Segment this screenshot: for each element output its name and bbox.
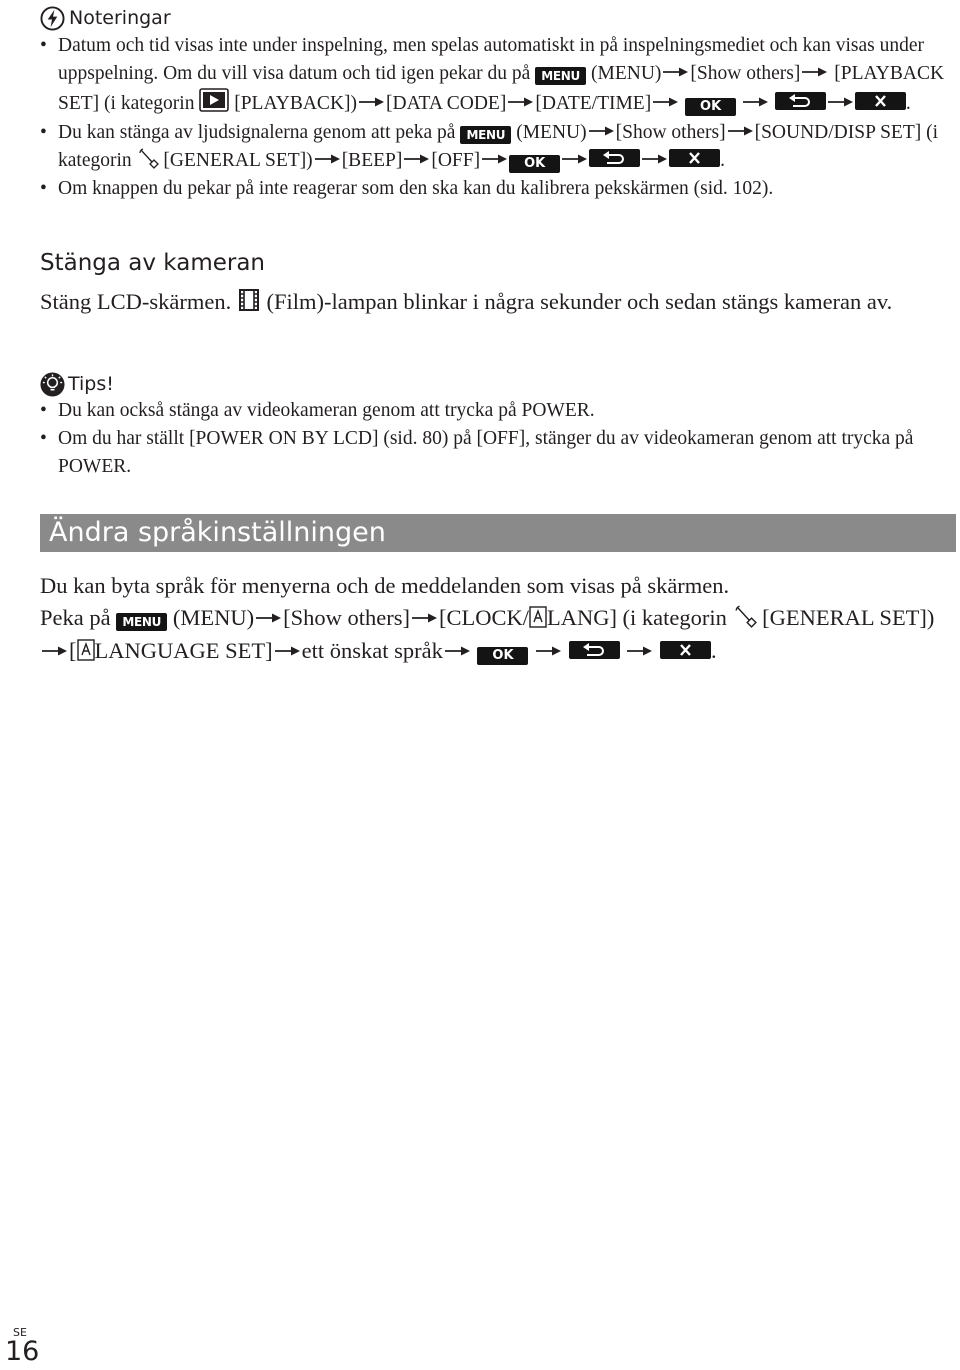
film-icon bbox=[237, 288, 261, 312]
turn-off-paragraph: Stäng LCD-skärmen. (Film)-lampan blinkar i några sekunder och sedan stängs kameran av. bbox=[40, 289, 893, 314]
tips-heading bbox=[40, 370, 114, 398]
tips-bullet-2: • Om du har ställt [POWER ON BY LCD] (sid. 80) på [OFF], stänger du av videokameran genom att trycka på POWER. bbox=[40, 425, 955, 481]
arrow-right-icon bbox=[536, 646, 561, 656]
arrow-right-icon bbox=[627, 646, 652, 656]
arrow-right-icon bbox=[42, 646, 67, 656]
return-button-icon bbox=[775, 92, 826, 110]
arrow-right-icon bbox=[642, 154, 667, 164]
wrench-icon bbox=[137, 147, 159, 169]
notes-bullet-3: • Om knappen du pekar på inte reagerar som den ska kan du kalibrera pekskärmen (sid. 102). bbox=[40, 175, 955, 203]
arrow-right-icon bbox=[256, 613, 281, 623]
notes-bullet-2: • Du kan stänga av ljudsignalerna genom att peka på MENU (MENU) [Show others] [SOUND/DISP SET] (i kategorin [GENERAL SET]) [BEEP] [OFF] OK . bbox=[40, 119, 955, 175]
ok-button-icon: OK bbox=[477, 647, 528, 665]
notes-bullet-1: • Datum och tid visas inte under inspelning, men spelas automatiskt in på inspelningsmediet och kan visas under uppspelning. Om du vill visa datum och tid igen pekar du på MENU (MENU) [Show others] [PLAYBACK SET] (i kategorin [PLAYBACK]) [DATA CODE] [DATE/TIME] OK . bbox=[40, 32, 955, 119]
arrow-right-icon bbox=[482, 154, 507, 164]
arrow-right-icon bbox=[412, 613, 437, 623]
note-lightning-icon bbox=[40, 6, 65, 31]
arrow-right-icon bbox=[653, 97, 678, 107]
footer-page-number: 16 bbox=[5, 1336, 40, 1367]
tips-bullet-1: • Du kan också stänga av videokameran genom att trycka på POWER. bbox=[40, 397, 955, 425]
arrow-right-icon bbox=[828, 97, 853, 107]
tips-heading-text: Tips! bbox=[68, 373, 114, 395]
arrow-right-icon bbox=[275, 646, 300, 656]
arrow-right-icon bbox=[508, 97, 533, 107]
close-button-icon bbox=[855, 92, 906, 110]
return-button-icon bbox=[569, 641, 620, 659]
tips-list bbox=[40, 397, 955, 482]
close-button-icon bbox=[669, 149, 720, 167]
notes-heading bbox=[40, 4, 171, 32]
ok-button-icon: OK bbox=[509, 155, 560, 173]
arrow-right-icon bbox=[663, 67, 688, 77]
language-a-icon bbox=[77, 639, 95, 661]
arrow-right-icon bbox=[315, 154, 340, 164]
ok-button-icon: OK bbox=[685, 98, 736, 116]
arrow-right-icon bbox=[728, 126, 753, 136]
arrow-right-icon bbox=[562, 154, 587, 164]
tips-lightbulb-icon bbox=[40, 372, 65, 397]
menu-button-icon: MENU bbox=[535, 67, 586, 85]
return-button-icon bbox=[589, 149, 640, 167]
arrow-right-icon bbox=[359, 97, 384, 107]
language-a-icon bbox=[529, 606, 547, 628]
arrow-right-icon bbox=[743, 97, 768, 107]
turn-off-heading: Stänga av kameran bbox=[40, 250, 266, 276]
wrench-icon bbox=[733, 604, 757, 628]
arrow-right-icon bbox=[445, 646, 470, 656]
language-section-bar: Ändra språkinställningen bbox=[40, 514, 956, 552]
arrow-right-icon bbox=[404, 154, 429, 164]
language-paragraph-1: Du kan byta språk för menyerna och de meddelanden som visas på skärmen. bbox=[40, 573, 730, 598]
arrow-right-icon bbox=[589, 126, 614, 136]
menu-button-icon: MENU bbox=[116, 613, 167, 631]
footer-language-code: SE bbox=[13, 1326, 27, 1339]
playback-category-icon bbox=[199, 88, 229, 112]
menu-button-icon: MENU bbox=[460, 126, 511, 144]
notes-list bbox=[40, 32, 955, 203]
notes-heading-text: Noteringar bbox=[69, 7, 171, 29]
arrow-right-icon bbox=[802, 67, 827, 77]
language-paragraph-2: Peka på MENU (MENU) [Show others] [CLOCK/ LANG] (i kategorin [GENERAL SET])[ LANGUAGE SET] ett önskat språk OK . bbox=[40, 605, 935, 663]
close-button-icon bbox=[660, 641, 711, 659]
